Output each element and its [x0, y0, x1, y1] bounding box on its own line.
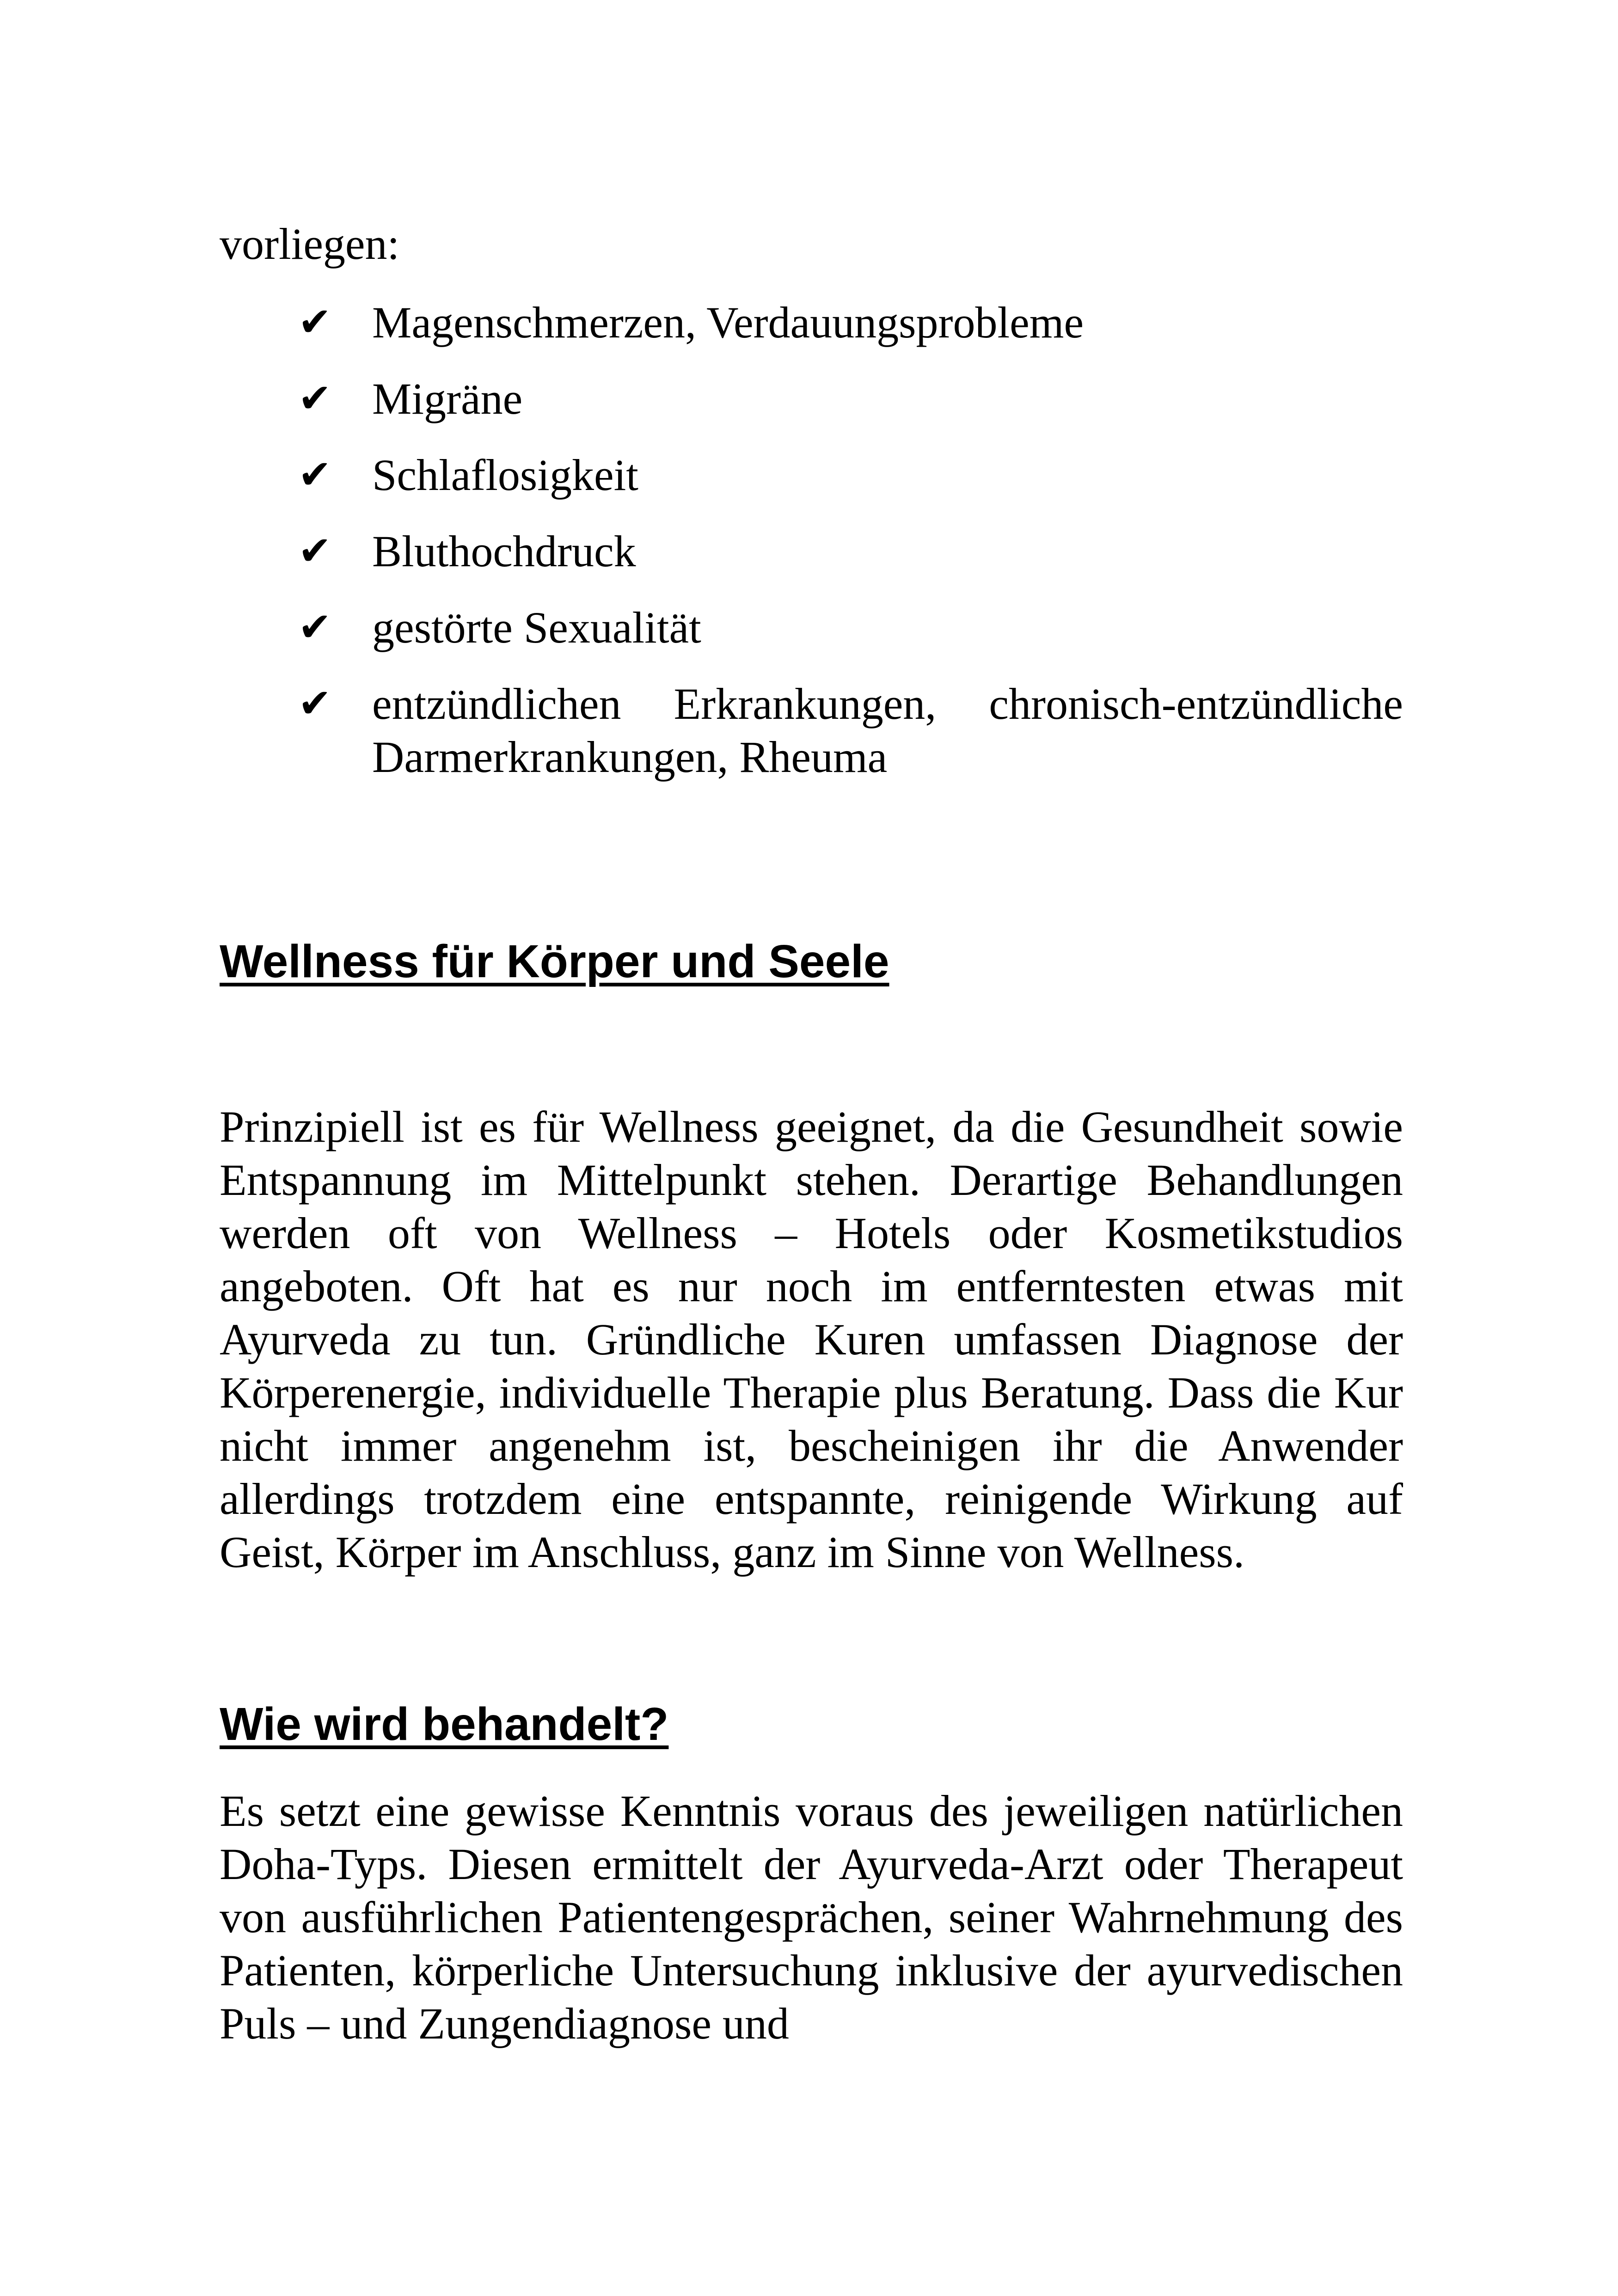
list-item-text: Schlaflosigkeit	[372, 450, 638, 500]
symptom-checklist	[298, 296, 1403, 807]
check-icon: ✔	[298, 604, 332, 650]
list-item-text: Bluthochdruck	[372, 527, 636, 576]
section-body-treatment: Es setzt eine gewisse Kenntnis voraus des jeweiligen natürlichen Doha-Typs. Diesen ermittelt der Ayurveda-Arzt oder Therapeut von ausführlichen Patientengesprächen, seiner Wahrnehmung des Patienten, körperliche Untersuchung inklusive der ayurvedischen Puls – und Zungendiagnose und	[220, 1786, 1403, 2048]
list-item	[298, 448, 1403, 502]
intro-text: vorliegen:	[220, 219, 400, 269]
document-page	[220, 0, 1403, 2296]
check-icon: ✔	[298, 375, 332, 422]
list-item	[298, 601, 1403, 654]
section-heading-treatment: Wie wird behandelt?	[220, 1698, 669, 1750]
check-icon: ✔	[298, 680, 332, 727]
check-icon: ✔	[298, 452, 332, 498]
list-item-text: entzündlichen Erkrankungen, chronisch-entzündliche Darmerkrankungen, Rheuma	[372, 679, 1403, 782]
list-item	[298, 296, 1403, 349]
section-heading-wellness: Wellness für Körper und Seele	[220, 936, 889, 987]
list-item-text: Migräne	[372, 374, 523, 423]
list-item	[298, 372, 1403, 425]
list-item	[298, 677, 1403, 784]
list-item-text: Magenschmerzen, Verdauungsprobleme	[372, 298, 1084, 347]
section-body-wellness: Prinzipiell ist es für Wellness geeignet, da die Gesundheit sowie Entspannung im Mittelpunkt stehen. Derartige Behandlungen werden oft von Wellness – Hotels oder Kosmetikstudios angeboten. Oft hat es nur noch im entferntesten etwas mit Ayurveda zu tun. Gründliche Kuren umfassen Diagnose der Körperenergie, individuelle Therapie plus Beratung. Dass die Kur nicht immer angenehm ist, bescheinigen ihr die Anwender allerdings trotzdem eine entspannte, reinigende Wirkung auf Geist, Körper im Anschluss, ganz im Sinne von Wellness.	[220, 1102, 1403, 1577]
list-item-text: gestörte Sexualität	[372, 603, 701, 652]
list-item	[298, 525, 1403, 578]
check-icon: ✔	[298, 299, 332, 345]
check-icon: ✔	[298, 528, 332, 574]
